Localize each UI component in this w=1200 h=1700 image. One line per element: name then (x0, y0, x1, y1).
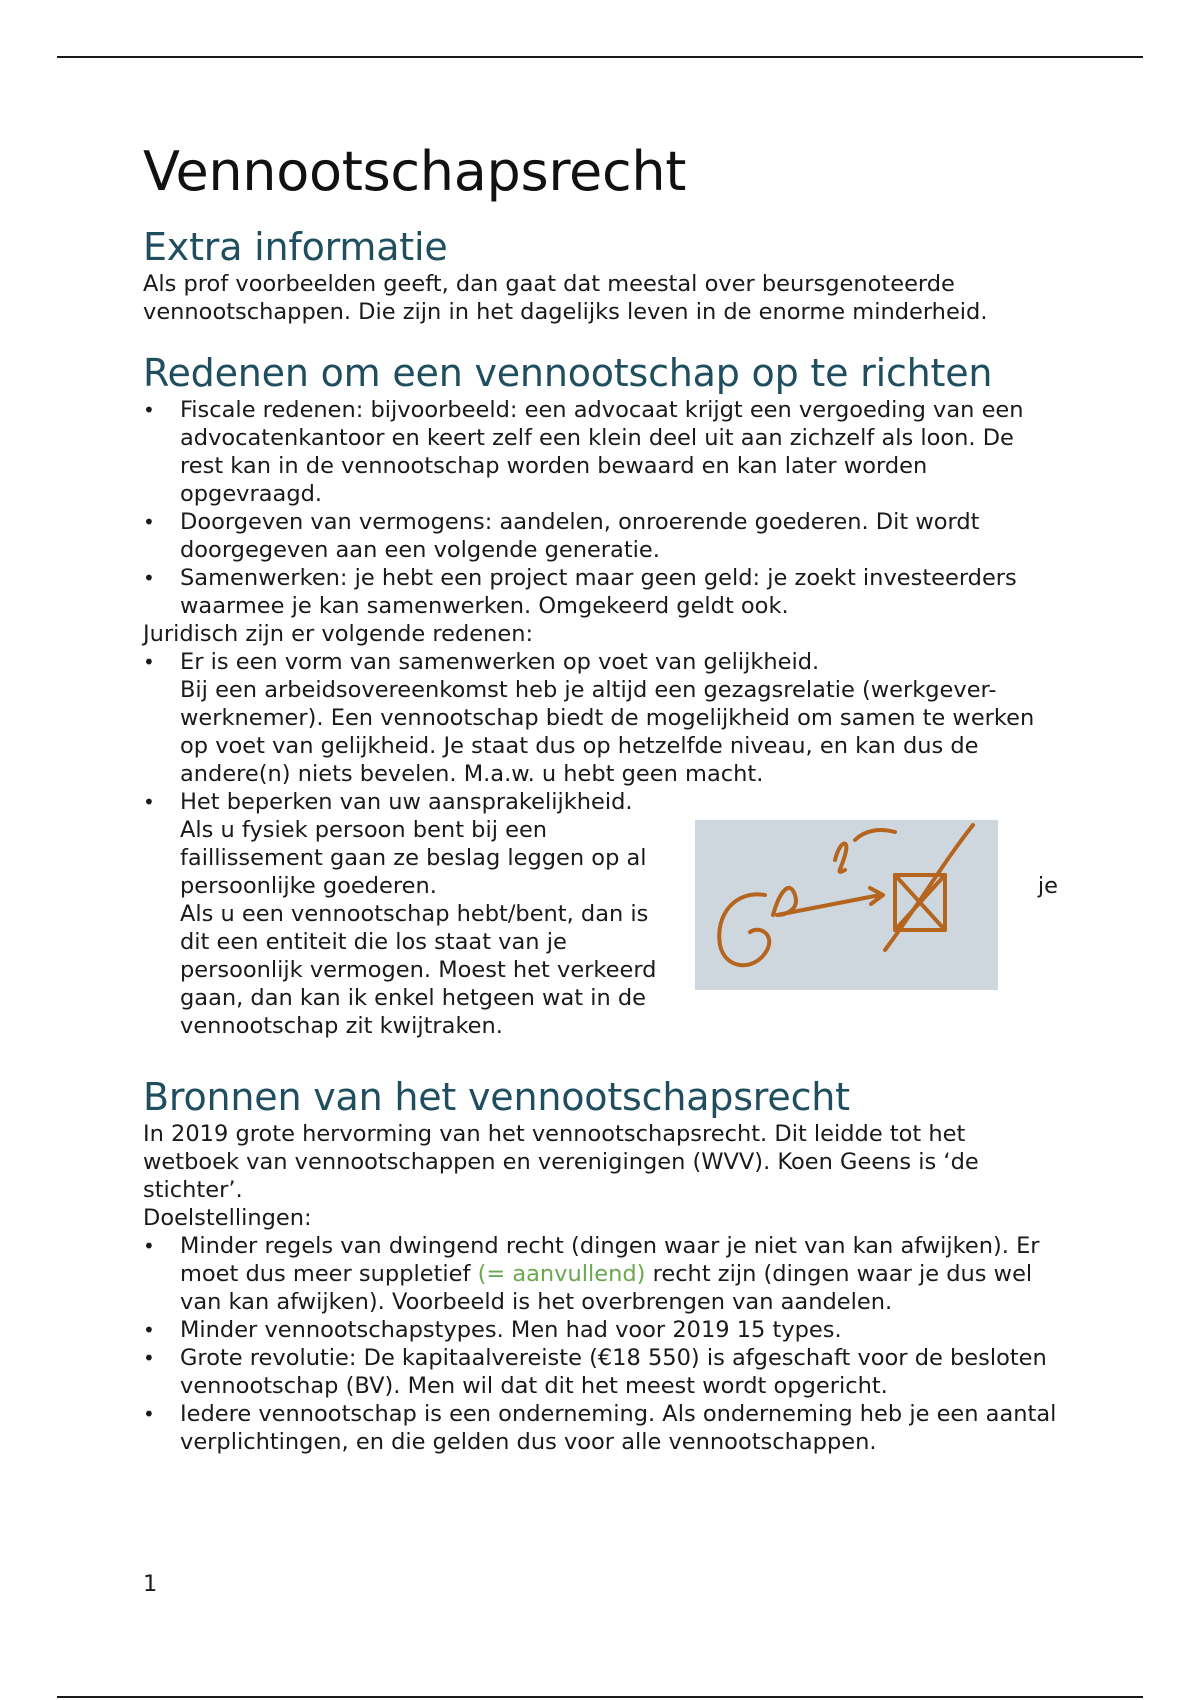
juridisch-bullet1-line1: • Er is een vorm van samenwerken op voet van gelijkheid. (180, 649, 820, 675)
bottom-rule (57, 1696, 1143, 1698)
list-item: • Samenwerken: je hebt een project maar geen geld: je zoekt investeerders waarmee je kan samenwerken. Omgekeerd geldt ook. (143, 564, 1058, 620)
bullet1-pre: Minder regels van dwingend recht (dingen waar je niet van kan afwijken). Er moet dus meer suppletief (180, 1233, 1040, 1287)
extra-informatie-body: Als prof voorbeelden geeft, dan gaat dat meestal over beursgenoteerde vennootschappen. Die zijn in het dagelijks leven in de enorme minderheid. (143, 271, 988, 325)
list-item (143, 788, 1058, 1040)
aanvullend-highlight: (= aanvullend) (477, 1261, 646, 1287)
doelstellingen-label: Doelstellingen: (143, 1205, 312, 1231)
juridisch-intro: Juridisch zijn er volgende redenen: (143, 621, 534, 647)
bullet1-post: recht zijn (dingen waar je dus wel van kan afwijken). Voorbeeld is het overbrengen van aandelen. (180, 1261, 1033, 1315)
juridisch-bullet2-je: je (1037, 873, 1058, 899)
top-rule (57, 56, 1143, 58)
juridisch-bullet2-part2: persoonlijke goederen. (180, 873, 437, 899)
juridisch-bullet1-rest: Bij een arbeidsovereenkomst heb je altijd een gezagsrelatie (werkgever-werknemer). Een vennootschap biedt de mogelijkheid om samen te werken op voet van gelijkheid. Je staat dus op hetzelfde niveau, en kan dus de andere(n) niets bevelen. M.a.w. u hebt geen macht. (180, 677, 1035, 787)
doelstellingen-list (143, 1232, 1058, 1456)
list-item (143, 1232, 1058, 1316)
list-item: • Minder vennootschapstypes. Men had voor 2019 15 types. (143, 1316, 1058, 1344)
signature-drawing (695, 820, 998, 990)
page-number: 1 (143, 1571, 158, 1597)
heading-bronnen: Bronnen van het vennootschapsrecht (143, 1075, 850, 1119)
list-item: • Doorgeven van vermogens: aandelen, onroerende goederen. Dit wordt doorgegeven aan een volgende generatie. (143, 508, 1058, 564)
signature-image (695, 820, 998, 990)
list-item (143, 648, 1058, 788)
heading-extra-informatie: Extra informatie (143, 225, 448, 269)
bronnen-intro: In 2019 grote hervorming van het vennootschapsrecht. Dit leidde tot het wetboek van vennootschappen en verenigingen (WVV). Koen Geens is ‘de stichter’. (143, 1121, 979, 1203)
juridisch-list (143, 648, 1058, 1040)
list-item: • Iedere vennootschap is een onderneming. Als onderneming heb je een aantal verplichtingen, en die gelden dus voor alle vennootschappen. (143, 1400, 1058, 1456)
juridisch-bullet2-line1: • Het beperken van uw aansprakelijkheid. (180, 789, 633, 815)
heading-redenen: Redenen om een vennootschap op te richten (143, 351, 993, 395)
juridisch-bullet2-part1: Als u fysiek persoon bent bij een faillissement gaan ze beslag leggen op al (180, 817, 647, 871)
document-content (143, 140, 1058, 1456)
list-item: • Grote revolutie: De kapitaalvereiste (€18 550) is afgeschaft voor de besloten vennootschap (BV). Men wil dat dit het meest wordt opgericht. (143, 1344, 1058, 1400)
redenen-list (143, 396, 1058, 620)
document-title: Vennootschapsrecht (143, 140, 687, 203)
list-item: • Fiscale redenen: bijvoorbeeld: een advocaat krijgt een vergoeding van een advocatenkantoor en keert zelf een klein deel uit aan zichzelf als loon. De rest kan in de vennootschap worden bewaard en kan later worden opgevraagd. (143, 396, 1058, 508)
juridisch-bullet2-part3: Als u een vennootschap hebt/bent, dan is dit een entiteit die los staat van je persoonlijk vermogen. Moest het verkeerd gaan, dan kan ik enkel hetgeen wat in de vennootschap zit kwijtraken. (180, 901, 657, 1039)
